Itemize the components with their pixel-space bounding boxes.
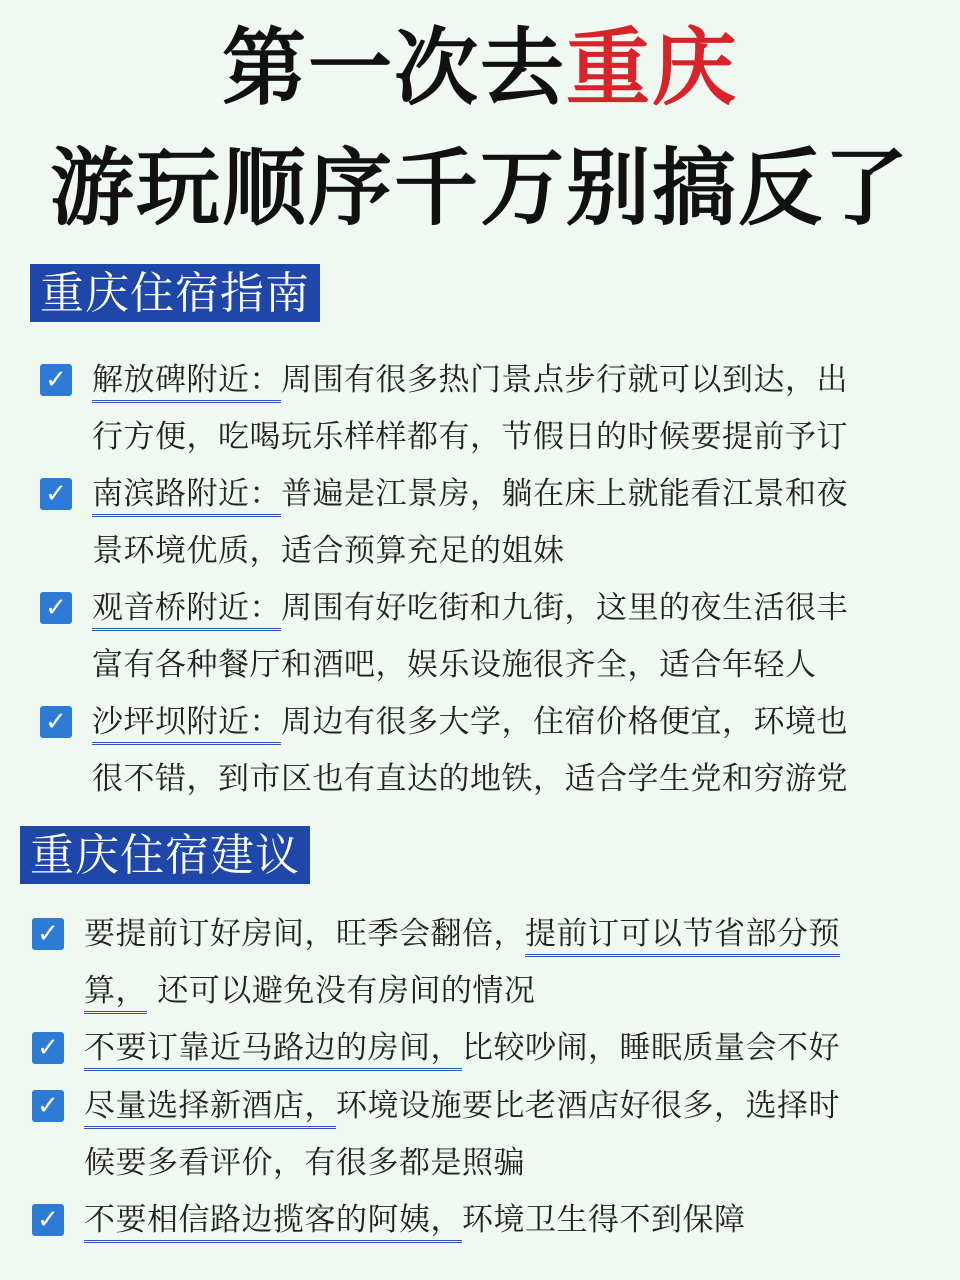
guide-item-1-line-2: 行方便，吃喝玩乐样样都有，节假日的时候要提前予订	[92, 419, 848, 455]
advice-item-2-highlight: 不要订靠近马路边的房间，	[84, 1030, 462, 1071]
checkbox-icon: ✓	[32, 918, 64, 950]
checkbox-icon: ✓	[40, 364, 72, 396]
guide-item-3-line-2: 富有各种餐厅和酒吧，娱乐设施很齐全，适合年轻人	[92, 647, 817, 683]
checkbox-icon: ✓	[40, 478, 72, 510]
guide-item-1-area: 解放碑附近：	[92, 362, 281, 403]
guide-item-2-desc: 普遍是江景房，躺在床上就能看江景和夜	[281, 476, 848, 512]
guide-item-3-desc: 周围有好吃街和九街，这里的夜生活很丰	[281, 590, 848, 626]
title-line-2: 游玩顺序千万别搞反了	[49, 139, 910, 237]
guide-item-2-line-2: 景环境优质，适合预算充足的姐妹	[92, 533, 565, 569]
title-city: 重庆	[566, 19, 739, 117]
checkbox-icon: ✓	[40, 592, 72, 624]
advice-item-1-rest: 还可以避免没有房间的情况	[147, 973, 536, 1009]
advice-item-1-pre: 要提前订好房间，旺季会翻倍，	[84, 916, 525, 952]
advice-item-4-rest: 环境卫生得不到保障	[462, 1202, 746, 1238]
advice-item-4-line-1	[84, 1192, 746, 1249]
checkbox-icon: ✓	[40, 706, 72, 738]
guide-item-1-desc: 周围有很多热门景点步行就可以到达，出	[281, 362, 848, 398]
guide-item-2-area: 南滨路附近：	[92, 476, 281, 517]
checkbox-icon: ✓	[32, 1204, 64, 1236]
checkbox-icon: ✓	[32, 1032, 64, 1064]
guide-item-4-line-2: 很不错，到市区也有直达的地铁，适合学生党和穷游党	[92, 761, 848, 797]
advice-item-3-line-2: 候要多看评价，有很多都是照骗	[84, 1145, 525, 1181]
guide-item-4-area: 沙坪坝附近：	[92, 704, 281, 745]
advice-item-1-line-2	[84, 963, 535, 1020]
guide-heading: 重庆住宿指南	[30, 264, 320, 322]
advice-item-1-highlight-2: 算，	[84, 973, 147, 1014]
advice-item-1-line-1	[84, 906, 840, 963]
advice-heading: 重庆住宿建议	[20, 826, 310, 884]
advice-item-3-rest: 环境设施要比老酒店好很多，选择时	[336, 1088, 840, 1124]
title-part-1: 第一次去	[221, 19, 566, 117]
advice-item-2-line-1	[84, 1020, 840, 1077]
guide-item-2-line-1	[92, 466, 848, 523]
guide-item-3-area: 观音桥附近：	[92, 590, 281, 631]
guide-item-3-line-1	[92, 580, 848, 637]
advice-item-1-highlight: 提前订可以节省部分预	[525, 916, 840, 957]
advice-item-4-highlight: 不要相信路边揽客的阿姨，	[84, 1202, 462, 1243]
checkbox-icon: ✓	[32, 1090, 64, 1122]
guide-item-4-desc: 周边有很多大学，住宿价格便宜，环境也	[281, 704, 848, 740]
advice-item-3-highlight: 尽量选择新酒店，	[84, 1088, 336, 1129]
advice-item-2-rest: 比较吵闹，睡眠质量会不好	[462, 1030, 840, 1066]
guide-item-1-line-1	[92, 352, 848, 409]
advice-item-3-line-1	[84, 1078, 840, 1135]
title-line-1	[0, 18, 960, 118]
guide-item-4-line-1	[92, 694, 848, 751]
